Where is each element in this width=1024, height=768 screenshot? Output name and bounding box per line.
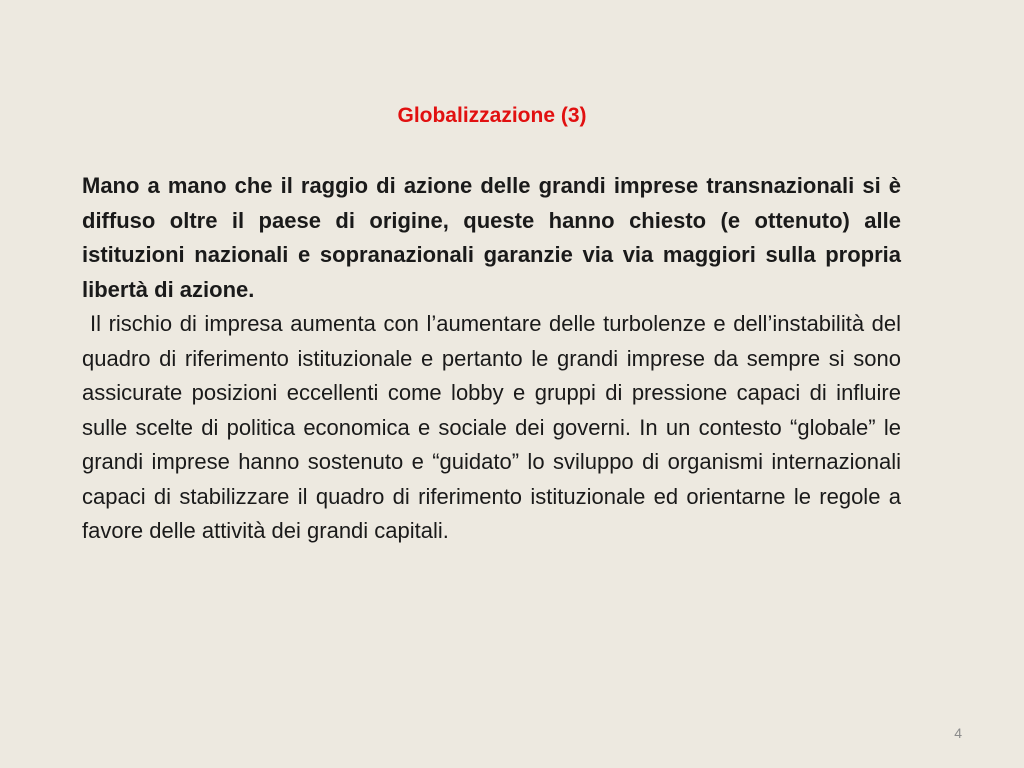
slide-body bbox=[82, 169, 901, 549]
slide-title: Globalizzazione (3) bbox=[397, 104, 587, 127]
page-number: 4 bbox=[954, 725, 962, 741]
regular-paragraph: Il rischio di impresa aumenta con l’aumentare delle turbolenze e dell’instabilità del quadro di riferimento istituzionale e pertanto le grandi imprese da sempre si sono assicurate posizioni eccellenti come lobby e gruppi di pressione capaci di influire sulle scelte di politica economica e sociale dei governi. In un contesto “globale” le grandi imprese hanno sostenuto e “guidato” lo sviluppo di organismi internazionali capaci di stabilizzare il quadro di riferimento istituzionale ed orientarne le regole a favore delle attività dei grandi capitali. bbox=[82, 311, 901, 543]
bold-paragraph: Mano a mano che il raggio di azione delle grandi imprese transnazionali si è diffuso oltre il paese di origine, queste hanno chiesto (e ottenuto) alle istituzioni nazionali e sopranazionali garanzie via via maggiori sulla propria libertà di azione. bbox=[82, 173, 901, 302]
